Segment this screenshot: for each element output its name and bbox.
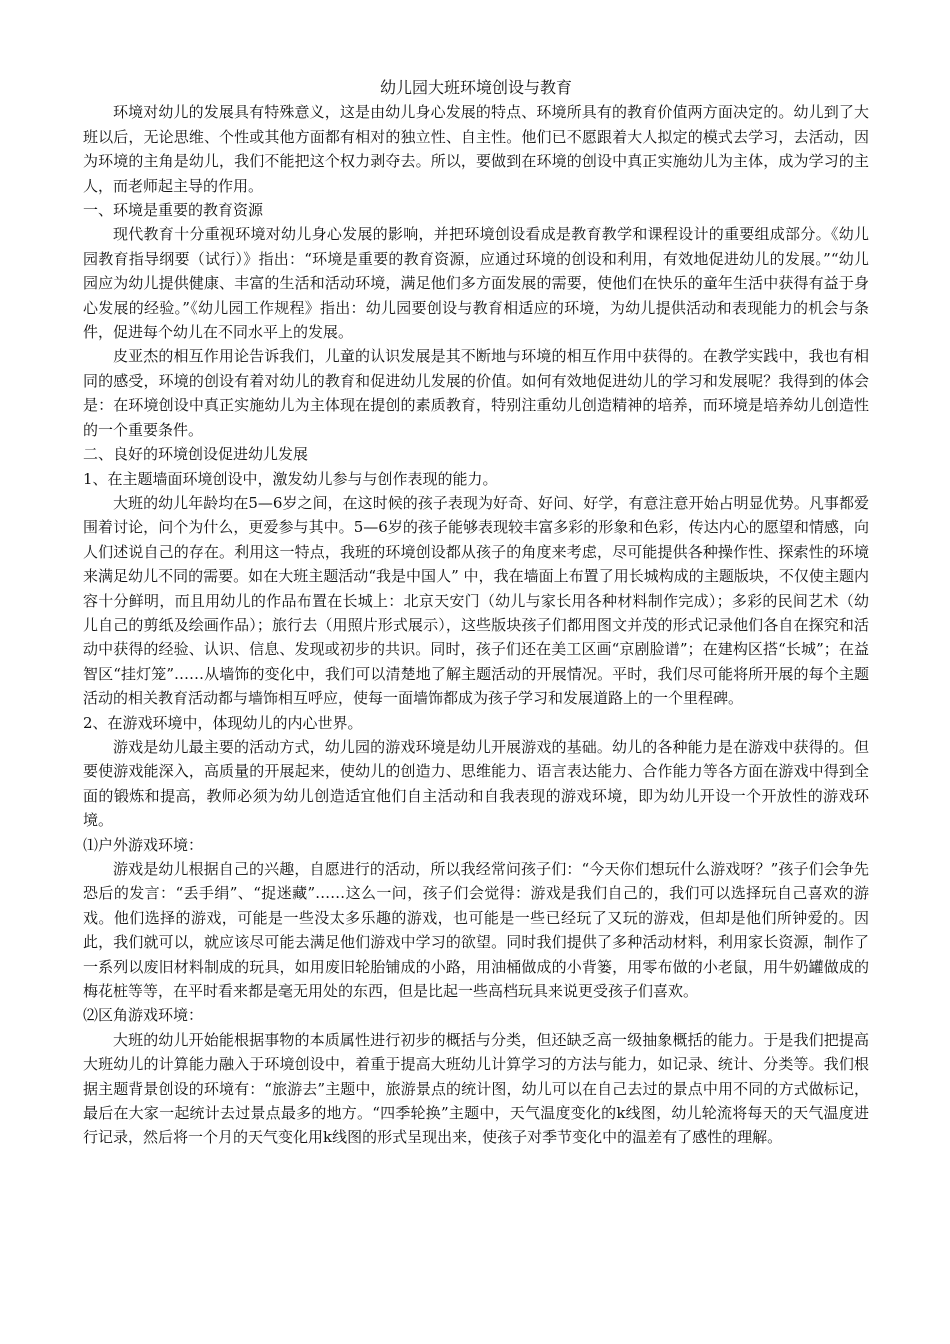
section-1-paragraph-2: 皮亚杰的相互作用论告诉我们，儿童的认识发展是其不断地与环境的相互作用中获得的。在教学实践中，我也有相同的感受，环境的创设有着对幼儿的教育和促进幼儿发展的价值。如何有效地促进幼儿的学习和发展呢？我得到的体会是：在环境创设中真正实施幼儿为主体现在提创的素质教育，特别注重幼儿创造精神的培养，而环境是培养幼儿创造性的一个重要条件。 <box>83 347 869 439</box>
corner-heading: ⑵区角游戏环境： <box>83 1006 204 1025</box>
section-heading-1: 一、环境是重要的教育资源 <box>83 201 264 220</box>
document-page <box>83 76 869 1150</box>
subsection-heading-1: 1、在主题墙面环境创设中，激发幼儿参与与创作表现的能力。 <box>83 469 498 488</box>
outdoor-heading: ⑴户外游戏环境： <box>83 835 204 854</box>
intro-paragraph: 环境对幼儿的发展具有特殊意义，这是由幼儿身心发展的特点、环境所具有的教育价值两方面决定的。幼儿到了大班以后，无论思维、个性或其他方面都有相对的独立性、自主性。他们已不愿跟着大人拟定的模式去学习，去活动，因为环境的主角是幼儿，我们不能把这个权力剥夺去。所以，要做到在环境的创设中真正实施幼儿为主体，成为学习的主人，而老师起主导的作用。 <box>83 103 869 195</box>
subsection-1-paragraph: 大班的幼儿年龄均在5—6岁之间，在这时候的孩子表现为好奇、好问、好学，有意注意开始占明显优势。凡事都爱围着讨论，问个为什么，更爱参与其中。5—6岁的孩子能够表现较丰富多彩的形象和色彩，传达内心的愿望和情感，向人们述说自己的存在。利用这一特点，我班的环境创设都从孩子的角度来考虑，尽可能提供各种操作性、探索性的环境来满足幼儿不同的需要。如在大班主题活动“我是中国人” 中，我在墙面上布置了用长城构成的主题版块，不仅使主题内容十分鲜明，而且用幼儿的作品布置在长城上：北京天安门（幼儿与家长用各种材料制作完成）；多彩的民间艺术（幼儿自己的剪纸及绘画作品）；旅行去（用照片形式展示），这些版块孩子们都用图文并茂的形式记录他们各自在探究和活动中获得的经验、认识、信息、发现或初步的共识。同时，孩子们还在美工区画“京剧脸谱”；在建构区搭“长城”；在益智区“挂灯笼”……从墙饰的变化中，我们可以清楚地了解主题活动的开展情况。平时，我们尽可能将所开展的每个主题活动的相关教育活动都与墙饰相互呼应，使每一面墙饰都成为孩子学习和发展道路上的一个里程碑。 <box>83 493 869 708</box>
section-1-paragraph-1: 现代教育十分重视环境对幼儿身心发展的影响，并把环境创设看成是教育教学和课程设计的重要组成部分。《幼儿园教育指导纲要（试行）》指出：“环境是重要的教育资源，应通过环境的创设和利用，有效地促进幼儿的发展。”“幼儿园应为幼儿提供健康、丰富的生活和活动环境，满足他们多方面发展的需要，使他们在快乐的童年生活中获得有益于身心发展的经验。”《幼儿园工作规程》指出：幼儿园要创设与教育相适应的环境，为幼儿提供活动和表现能力的机会与条件，促进每个幼儿在不同水平上的发展。 <box>83 225 869 342</box>
section-heading-2: 二、良好的环境创设促进幼儿发展 <box>83 445 309 464</box>
corner-paragraph: 大班的幼儿开始能根据事物的本质属性进行初步的概括与分类，但还缺乏高一级抽象概括的能力。于是我们把提高大班幼儿的计算能力融入于环境创设中，着重于提高大班幼儿计算学习的方法与能力，如记录、统计、分类等。我们根据主题背景创设的环境有：“旅游去”主题中，旅游景点的统计图，幼儿可以在自己去过的景点中用不同的方式做标记，最后在大家一起统计去过景点最多的地方。“四季轮换”主题中，天气温度变化的k线图，幼儿轮流将每天的天气温度进行记录，然后将一个月的天气变化用k线图的形式呈现出来，使孩子对季节变化中的温差有了感性的理解。 <box>83 1030 869 1147</box>
outdoor-paragraph: 游戏是幼儿根据自己的兴趣，自愿进行的活动，所以我经常问孩子们：“今天你们想玩什么游戏呀？”孩子们会争先恐后的发言：“丢手绢”、“捉迷藏”……这么一问，孩子们会觉得：游戏是我们自己的，我们可以选择玩自己喜欢的游戏。他们选择的游戏，可能是一些没太多乐趣的游戏，也可能是一些已经玩了又玩的游戏，但却是他们所钟爱的。因此，我们就可以，就应该尽可能去满足他们游戏中学习的欲望。同时我们提供了多种活动材料，利用家长资源，制作了一系列以废旧材料制成的玩具，如用废旧轮胎铺成的小路，用油桶做成的小背篓，用零布做的小老鼠，用牛奶罐做成的梅花桩等等，在平时看来都是毫无用处的东西，但是比起一些高档玩具来说更受孩子们喜欢。 <box>83 860 869 1001</box>
subsection-heading-2: 2、在游戏环境中，体现幼儿的内心世界。 <box>83 713 363 732</box>
document-title: 幼儿园大班环境创设与教育 <box>379 78 572 97</box>
subsection-2-paragraph: 游戏是幼儿最主要的活动方式，幼儿园的游戏环境是幼儿开展游戏的基础。幼儿的各种能力是在游戏中获得的。但要使游戏能深入，高质量的开展起来，使幼儿的创造力、思维能力、语言表达能力、合作能力等各方面在游戏中得到全面的锻炼和提高，教师必须为幼儿创造适宜他们自主活动和自我表现的游戏环境，即为幼儿开设一个开放性的游戏环境。 <box>83 737 869 830</box>
